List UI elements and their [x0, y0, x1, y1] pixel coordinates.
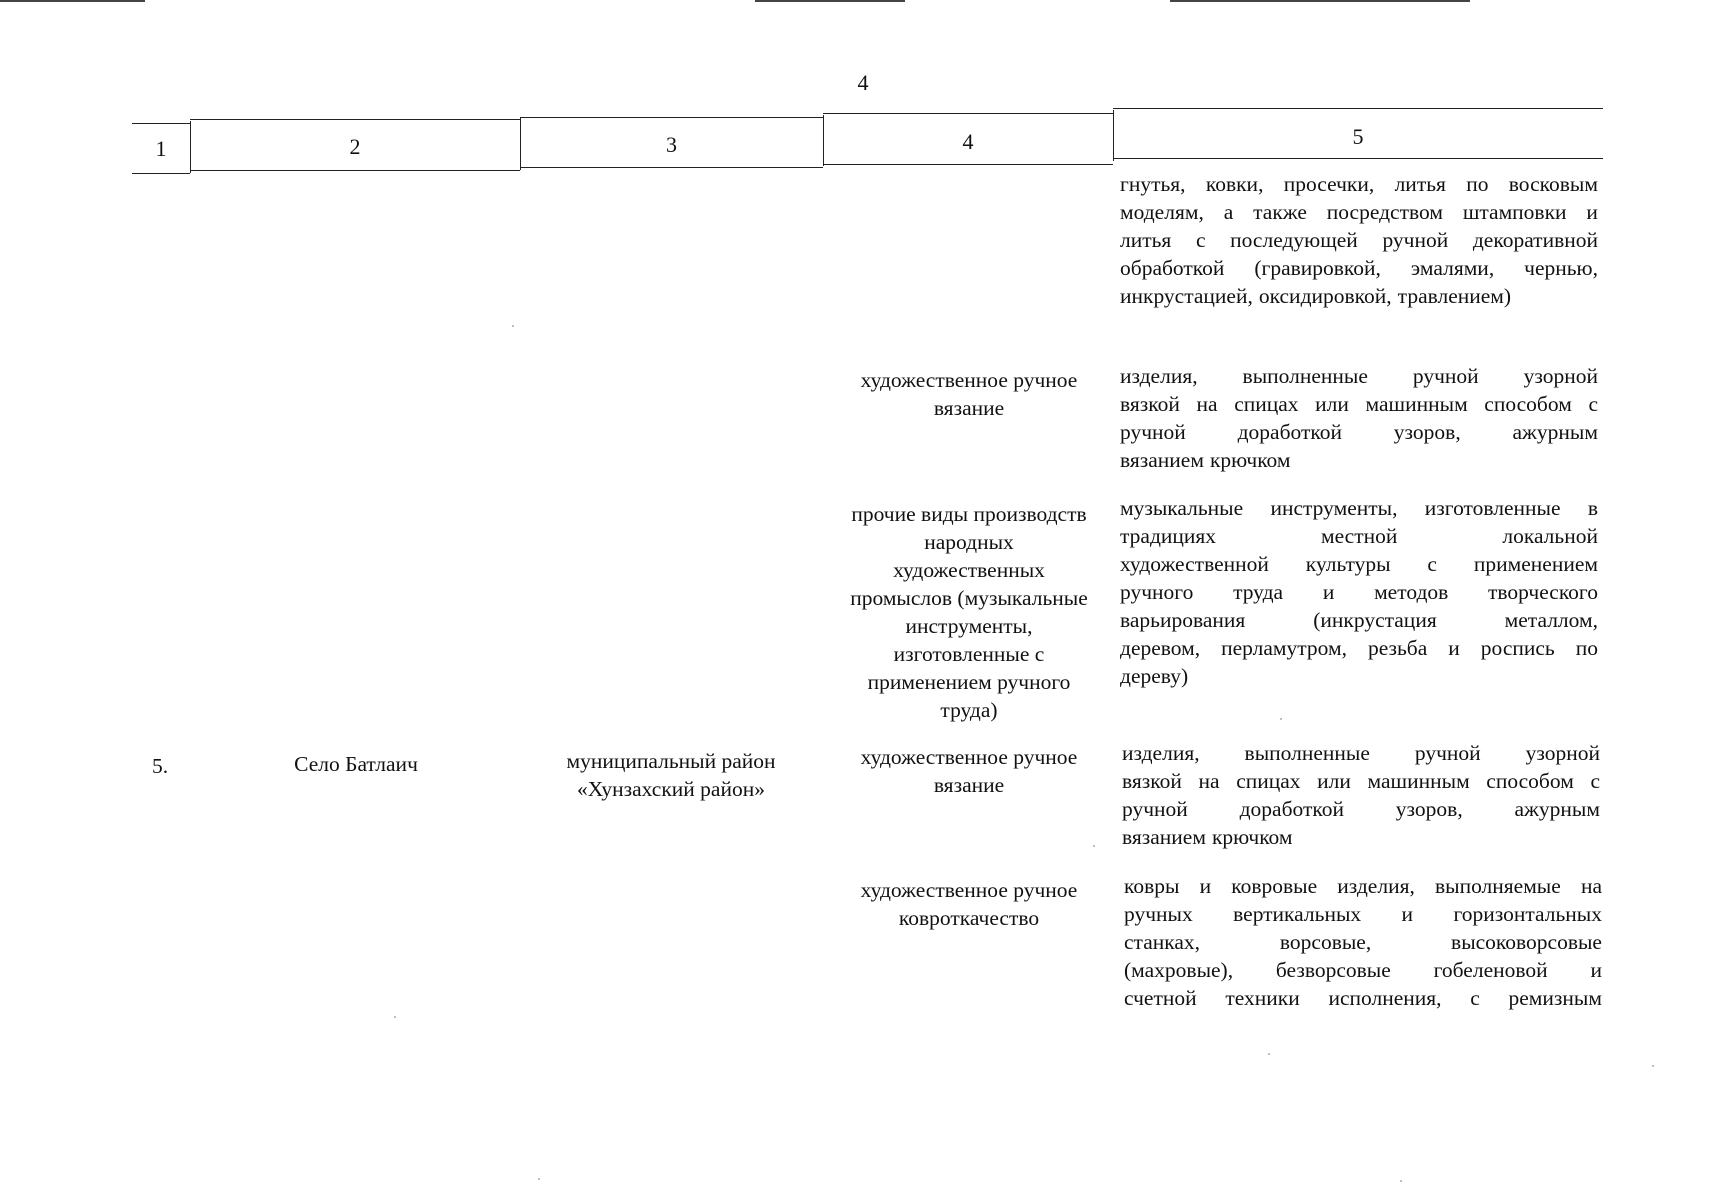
craft-cell: прочие виды производств народных художественных промыслов (музыкальные инструменты, изготовленные с применением ручного труда) [850, 502, 1088, 722]
description-cell: изделия, выполненные ручной узорной вязкой на спицах или машинным способом с ручной доработкой узоров, ажурным вязанием крючком [1120, 364, 1598, 472]
description-cell: ковры и ковровые изделия, выполняемые на ручных вертикальных и горизонтальных станках, ворсовые, высоковорсовые (махровые), безворсовые гобеленовой и счетной техники исполнения, с ремизным [1124, 874, 1602, 1010]
scan-edge-mark [0, 0, 145, 2]
header-col-1: 1 [155, 136, 167, 161]
craft-cell: художественное ручное вязание [860, 368, 1078, 420]
scan-speck [538, 1178, 540, 1180]
scan-speck [1093, 845, 1095, 847]
scan-speck [1280, 718, 1282, 720]
scan-edge-mark [1170, 0, 1470, 2]
scan-speck [1652, 1065, 1654, 1067]
scan-speck [512, 325, 514, 327]
description-cell: гнутья, ковки, просечки, литья по восковым моделям, а также посредством штамповки и литья с последующей ручной декоративной обработкой (гравировкой, эмалями, чернью, инкрустацией, оксидировкой, травлением) [1120, 172, 1598, 308]
district-cell: муниципальный район «Хунзахский район» [566, 749, 776, 801]
scan-edge-mark [755, 0, 905, 2]
header-col-4: 4 [962, 129, 974, 154]
scan-speck [1268, 1053, 1270, 1055]
row-number: 5. [152, 754, 169, 778]
craft-cell: художественное ручное вязание [860, 745, 1078, 797]
description-cell: изделия, выполненные ручной узорной вязкой на спицах или машинным способом с ручной доработкой узоров, ажурным вязанием крючком [1122, 741, 1600, 849]
craft-cell: художественное ручное ковроткачество [860, 878, 1078, 930]
header-col-3: 3 [666, 132, 677, 157]
header-col-2: 2 [349, 134, 361, 159]
scan-speck [1400, 1180, 1402, 1182]
settlement-name: Село Батлаич [294, 752, 418, 776]
scan-speck [394, 1016, 396, 1018]
description-cell: музыкальные инструменты, изготовленные в традициях местной локальной художественной культуры с применением ручного труда и методов творческого варьирования (инкрустация металлом, деревом, перламутром, резьба и роспись по дереву) [1120, 496, 1598, 688]
page-number: 4 [857, 70, 869, 95]
header-col-5: 5 [1352, 124, 1364, 149]
